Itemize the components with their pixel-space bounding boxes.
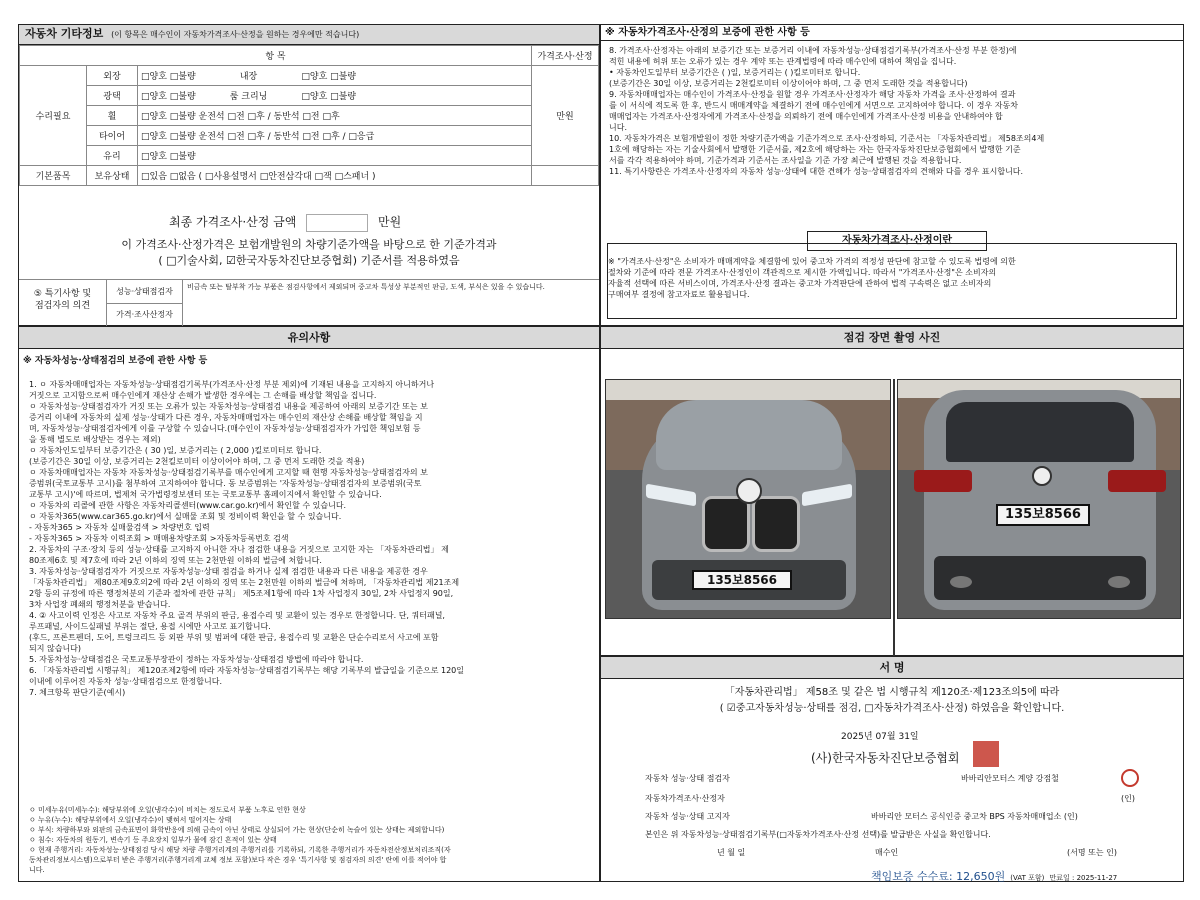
basic-options[interactable]: □있음 □없음 ( □사용설명서 □안전삼각대 □잭 □스패너 )	[138, 166, 532, 186]
signature-date: 2025년 07월 31일	[841, 732, 919, 742]
signature-line-2: ( ☑중고자동차성능·상태를 점검, □자동차가격조사·산정) 하였음을 확인합니다.	[719, 703, 1065, 714]
fee-label: 책임보증 수수료: 12,650원	[871, 870, 1006, 883]
opinion-row-1-text[interactable]: 비금속 또는 탈부착 가능 부품은 점검사항에서 제외되며 중고차 특성상 부분적인 판금, 도색, 부식은 있을 수 있습니다.	[187, 283, 545, 291]
price-guarantee-panel	[600, 24, 1184, 326]
repair-table	[19, 45, 599, 186]
notice-line: 3차 사업장 폐쇄의 행정처분을 받습니다.	[29, 600, 171, 609]
notice-line: 7. 체크항목 판단기준(예시)	[29, 688, 126, 697]
signer-label-1: 자동차 성능·상태 점검자	[645, 774, 730, 783]
notice-line: ㅇ 자동차의 리콜에 관한 사항은 자동차리콜센터(www.car.go.kr)에서 확인할 수 있습니다.	[29, 501, 347, 510]
definition-title: 자동차가격조사·산정이란	[807, 231, 987, 251]
price-guarantee-line: 10. 자동차가격은 보험개발원이 정한 차량기준가액을 기준가격으로 조사·산정하되, 기준서는 「자동차관리법」 제58조의4제	[609, 134, 1045, 143]
opinion-row-2-label: 가격·조사산정자	[107, 304, 183, 326]
criteria-line: ㅇ 미세누유(미세누수): 해당부위에 오일(냉각수)이 비치는 정도로서 부품 노후로 인한 현상	[29, 806, 306, 814]
definition-line: 구매여부 결정에 참고자료로 활용됩니다.	[608, 290, 750, 299]
notice-line: ㅇ 자동차매매업자는 자동차 자동차성능·상태점검기록부를 매수인에게 고지할 때 현행 자동차성능·상태점검자의 보	[29, 468, 428, 477]
notice-line: (보증기간은 30일 이상, 보증거리는 2천킬로미터 이상이어야 하며, 그 중 먼저 도래한 것을 적용)	[29, 457, 365, 466]
row-value	[138, 86, 532, 106]
wheel-options[interactable]: □양호 □불량 운전석 □전 □후 / 동반석 □전 □후	[138, 106, 532, 126]
notice-line: (후드, 프론트펜더, 도어, 트렁크리드 등 외판 부위 및 범퍼에 대한 판금, 용접수리 및 교환은 단순수리로서 사고에 포함	[29, 633, 439, 642]
criteria-line: ㅇ 침수: 자동차의 원동기, 변속기 등 주요장치 일부가 물에 잠긴 흔적이 있는 상태	[29, 836, 277, 844]
gloss-options[interactable]: □양호 □불량	[141, 92, 196, 102]
receipt-date[interactable]: 년 월 일	[717, 848, 746, 857]
notice-body	[29, 379, 595, 698]
notice-line: 증거리 이내에 자동차의 실제 성능·상태가 다른 경우, 자동차매매업자는 매수인의 재산상 손해를 배상할 책임을 지	[29, 413, 423, 422]
notice-criteria	[29, 805, 595, 875]
price-guarantee-line: 적힌 내용에 허위 또는 오류가 있는 경우 계약 또는 관계법령에 따라 매수인에 대하여 책임을 집니다.	[609, 57, 957, 66]
glass-options[interactable]: □양호 □불량	[138, 146, 532, 166]
notice-line: 며, 자동차성능·상태점검자에게 이를 구상할 수 있습니다.(매수인이 자동차성능·상태점검자가 가입한 책임보험 등	[29, 424, 421, 433]
basic-sub-label: 보유상태	[87, 166, 138, 186]
signer-label-3: 자동차 성능·상태 고지자	[645, 812, 730, 821]
definition-line: 절차와 기준에 따라 전문 가격조사·산정인이 객관적으로 제시한 가액입니다. 따라서 "가격조사·산정"은 소비자의	[608, 268, 997, 277]
inspector-stamp-icon	[1121, 769, 1139, 787]
signature-panel	[600, 656, 1184, 882]
price-guarantee-line: 8. 가격조사·산정자는 아래의 보증기간 또는 보증거리 이내에 자동차성능·상태점검기록부(가격조사·산정 부분 한정)에	[609, 46, 1017, 55]
notice-line: ㅇ 자동차성능·상태점검자가 거짓 또는 오류가 있는 자동차성능·상태점검 내용을 제공하여 아래의 보증기간 또는 보	[29, 402, 428, 411]
notice-header: 유의사항	[19, 327, 599, 349]
rear-photo	[897, 379, 1181, 619]
opinion-label-2: 점검자의 의견	[34, 301, 91, 311]
other-info-note: (이 항목은 매수인이 자동차가격조사·산정을 원하는 경우에만 적습니다)	[111, 30, 360, 39]
final-price-label: 최종 가격조사·산정 금액	[169, 215, 297, 229]
notice-line: 80조제6호 및 제7호에 따라 2년 이하의 징역 또는 2천만원 이하의 벌금에 처합니다.	[29, 556, 322, 565]
signature-header: 서 명	[601, 657, 1183, 679]
exterior-options[interactable]: □양호 □불량	[141, 72, 196, 82]
front-plate: 135보8566	[692, 570, 792, 590]
photo-header: 점검 장면 촬영 사진	[601, 327, 1183, 349]
price-guarantee-header: ※ 자동차가격조사·산정의 보증에 관한 사항 등	[601, 25, 1183, 41]
signature-org: (사)한국자동차진단보증협회	[811, 751, 960, 765]
notice-line: 2항 등의 규정에 따른 행정처분의 기준과 절차에 관한 규칙」 제5조제1항에 따라 1차 사업정지 30일, 2차 사업정지 90일,	[29, 589, 454, 598]
receipt-line: 본인은 위 자동차성능·상태점검기록부(□자동차가격조사·산정 선택)를 발급받은 사실을 확인합니다.	[645, 830, 991, 839]
basis-line-2: ( □기술사회, ☑한국자동차진단보증협회) 기준서를 적용하였음	[158, 254, 460, 267]
row-label: 휠	[87, 106, 138, 126]
notice-line: 을 통해 별도로 배상받는 경우는 제외)	[29, 435, 161, 444]
price-guarantee-line: (보증기간은 30일 이상, 보증거리는 2천킬로미터 이상이어야 하며, 그 중 먼저 도래한 것을 적용합니다)	[609, 79, 968, 88]
other-info-header	[19, 25, 599, 45]
notice-line: 1. ㅇ 자동차매매업자는 자동차성능·상태점검기록부(가격조사·산정 부분 제외)에 기재된 내용을 고지하지 아니하거나	[29, 380, 435, 389]
final-price-unit: 만원	[378, 215, 402, 229]
definition-line: 자율적 선택에 따른 서비스이며, 가격조사·산정 결과는 중고차 가격판단에 관하여 법적 구속력은 없고 소비자의	[608, 279, 992, 288]
room-cleaning-label: 룸 크리닝	[229, 92, 268, 102]
price-guarantee-line: 11. 특기사항란은 가격조사·산정자의 자동차 성능·상태에 대한 견해가 성능·상태점검자의 견해와 다를 경우 표시합니다.	[609, 167, 1024, 176]
price-guarantee-line: • 자동차인도일부터 보증기간은 ( )일, 보증거리는 ( )킬로미터로 합니다.	[609, 68, 861, 77]
basic-label: 기본품목	[20, 166, 87, 186]
price-unit: 만원	[532, 66, 599, 166]
notice-line: 6. 「자동차관리법 시행규칙」 제120조제2항에 따라 자동차성능·상태점검기록부는 해당 기록부의 발급일을 기준으로 120일	[29, 666, 464, 675]
notice-line: - 자동차365 > 자동차 실매물검색 > 차량번호 입력	[29, 523, 210, 532]
opinion-section	[19, 279, 599, 326]
interior-label: 내장	[239, 72, 258, 82]
notice-line: 4. ② 사고이력 인정은 사고로 자동차 주요 골격 부위의 판금, 용접수리 및 교환이 있는 경우로 한정합니다. 단, 쿼터패널,	[29, 611, 445, 620]
definition-line: ※ "가격조사·산정"은 소비자가 매매계약을 체결함에 있어 중고차 가격의 적정성 판단에 참고할 수 있도록 법령에 의한	[608, 257, 1016, 266]
notice-line: 5. 자동차성능·상태점검은 국토교통부장관이 정하는 자동차성능·상태점검 방법에 따라야 합니다.	[29, 655, 364, 664]
opinion-label-1: ⑤ 특기사항 및	[33, 289, 92, 299]
basis-line-1: 이 가격조사·산정가격은 보험개발원의 차량기준가액을 바탕으로 한 기준가격과	[121, 238, 497, 251]
notice-line: 3. 자동차성능·상태점검자가 거짓으로 자동차성능·상태 점검을 하거나 실제 점검한 내용과 다른 내용을 제공한 경우	[29, 567, 428, 576]
front-photo	[605, 379, 891, 619]
room-cleaning-options[interactable]: □양호 □불량	[301, 92, 357, 102]
price-guarantee-line: 매매업자는 가격조사·산정자에게 가격조사·산정을 의뢰하기 전에 매수인에게 가격조사·산정 비용을 안내하여야 합	[609, 112, 1003, 121]
notice-line: - 자동차365 > 자동차 이력조회 > 매매용차량조회 >자동차등록번호 검색	[29, 534, 289, 543]
row-label: 광택	[87, 86, 138, 106]
price-guarantee-line: 를 이 서식에 적도록 한 후, 반드시 매매계약을 체결하기 전에 매수인에게 서면으로 고지하여야 합니다. 이 경우 자동차	[609, 101, 1018, 110]
buyer-label: 매수인	[875, 848, 899, 857]
opinion-row-1-label: 성능·상태점검자	[107, 280, 183, 304]
tire-options[interactable]: □양호 □불량 운전석 □전 □후 / 동반석 □전 □후 / □응급	[138, 126, 532, 146]
price-guarantee-line: 9. 자동차매매업자는 매수인이 가격조사·산정을 원할 경우 가격조사·산정자가 해당 자동차 가격을 조사·산정하여 결과	[609, 90, 1016, 99]
notice-line: 2. 자동차의 구조·장치 등의 성능·상태를 고지하지 아니한 자나 점검한 내용을 거짓으로 고지한 자는 「자동차관리법」 제	[29, 545, 449, 554]
notice-line: 「자동차관리법」 제80조제9호의2에 따라 2년 이하의 징역 또는 2천만원 이하의 벌금에 처하며, 「자동차관리법 제21조제	[29, 578, 460, 587]
other-info-panel	[18, 24, 600, 326]
row-label: 외장	[87, 66, 138, 86]
row-label: 유리	[87, 146, 138, 166]
notice-line: 이내에 이루어진 자동차 성능·상태점검으로 한정합니다.	[29, 677, 222, 686]
notice-line: 되지 않습니다)	[29, 644, 82, 653]
notice-panel	[18, 326, 600, 882]
organization-seal-icon	[973, 741, 999, 767]
expiry-date: 만료일 : 2025-11-27	[1049, 874, 1118, 882]
signer-label-2: 자동차가격조사·산정자	[645, 794, 725, 803]
notice-line: 거짓으로 고지함으로써 매수인에게 재산상 손해가 발생한 경우에는 그 손해를 배상할 책임을 집니다.	[29, 391, 377, 400]
signer-value-3[interactable]: 바바리안 모터스 공식인증 중고차 BPS 자동차매매업소 (인)	[871, 812, 1078, 821]
final-price-input[interactable]	[306, 214, 368, 232]
col-item-header: 항 목	[20, 46, 532, 66]
fee-vat: (VAT 포함)	[1010, 874, 1045, 882]
criteria-line: ㅇ 누유(누수): 해당부위에서 오일(냉각수)이 맺혀서 떨어지는 상태	[29, 816, 232, 824]
notice-line: 루프패널, 사이드실패널 부위는 절단, 용접 시에만 사고로 표기합니다.	[29, 622, 271, 631]
definition-box	[607, 243, 1177, 319]
notice-line: 증범위(국토교통부 고시)를 첨부하여 고지하여야 합니다. 동 보증범위는 '자동차성능·상태점검자의 보증범위(국토	[29, 479, 422, 488]
buyer-sign[interactable]: (서명 또는 인)	[1067, 848, 1117, 857]
other-info-title: 자동차 기타정보	[25, 27, 104, 40]
opinion-label	[19, 280, 107, 326]
criteria-line: 니다.	[29, 866, 45, 874]
interior-options[interactable]: □양호 □불량	[301, 72, 357, 82]
price-guarantee-line: 서를 각각 적용하여야 하며, 기준가격과 기준서는 조사일을 기준 가장 최근에 발행된 것을 적용합니다.	[609, 156, 962, 165]
price-guarantee-items	[609, 45, 1177, 177]
row-label: 타이어	[87, 126, 138, 146]
signature-text	[601, 685, 1183, 717]
basis-text	[19, 237, 599, 269]
photo-panel	[600, 326, 1184, 656]
notice-subtitle: ※ 자동차성능·상태점검의 보증에 관한 사항 등	[23, 356, 208, 366]
rear-plate: 135보8566	[996, 504, 1090, 526]
signer-value-2[interactable]: (인)	[1121, 794, 1135, 803]
price-guarantee-line: 니다.	[609, 123, 627, 132]
criteria-line: ㅇ 현재 주행거리: 자동차성능·상태점검 당시 해당 차량 주행거리계의 주행거리를 기록하되, 기록한 주행거리가 자동차전산정보처리조직(자	[29, 846, 451, 854]
price-guarantee-line: 1호에 해당하는 자는 기술사회에서 발행한 기준서를, 제2호에 해당하는 자는 한국자동차진단보증협회에서 발행한 기준	[609, 145, 1021, 154]
signer-value-1[interactable]: 바바리안모터스 계양 강점철	[961, 774, 1059, 783]
final-price-row	[169, 213, 401, 232]
criteria-line: 동차관리정보시스템)으로부터 받은 주행거리(주행거리계 교체 정보 포함)보다 작은 경우 '특기사항 및 점검자의 의견' 란에 이를 적어야 합	[29, 856, 447, 864]
fee-row	[871, 865, 1117, 884]
criteria-line: ㅇ 부식: 차량하부와 외판의 금속표면이 화학반응에 의해 금속이 아닌 상태로 상실되어 가는 현상(단순히 녹슬어 있는 상태는 제외합니다)	[29, 826, 445, 834]
col-price-header: 가격조사·산정	[532, 46, 599, 66]
signature-line-1: 「자동차관리법」 제58조 및 같은 법 시행규칙 제120조·제123조의5에 따라	[724, 687, 1060, 698]
notice-line: 교통부 고시)'에 따르며, 법제처 국가법령정보센터 또는 국토교통부 홈페이지에서 확인할 수 있습니다.	[29, 490, 382, 499]
repair-label: 수리필요	[20, 66, 87, 166]
notice-line: ㅇ 자동차인도일부터 보증기간은 ( 30 )일, 보증거리는 ( 2,000 )킬로미터로 합니다.	[29, 446, 322, 455]
row-value	[138, 66, 532, 86]
notice-line: ㅇ 자동차365(www.car365.go.kr)에서 실매물 조회 및 정비이력 확인을 할 수 있습니다.	[29, 512, 342, 521]
